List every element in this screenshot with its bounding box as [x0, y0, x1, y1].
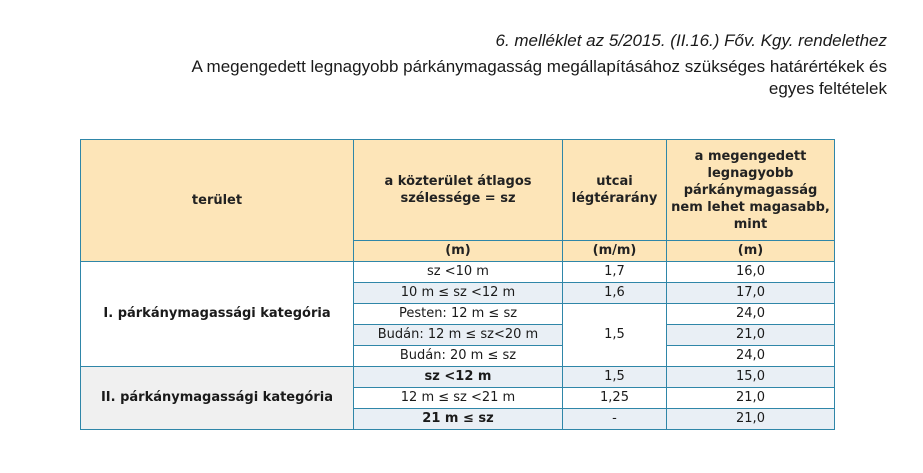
air-ratio-cell: 1,25 — [563, 388, 667, 409]
max-height-cell: 21,0 — [667, 388, 835, 409]
max-height-cell: 16,0 — [667, 262, 835, 283]
street-width-cell: 10 m ≤ sz <12 m — [354, 283, 563, 304]
air-ratio-cell: 1,5 — [563, 304, 667, 367]
max-height-cell: 15,0 — [667, 367, 835, 388]
document-title-line-2: egyes feltételek — [768, 79, 887, 98]
street-width-cell: 12 m ≤ sz <21 m — [354, 388, 563, 409]
column-header-street-width: a közterület átlagos szélessége = sz — [354, 140, 563, 241]
column-header-air-ratio: utcai légtérarány — [563, 140, 667, 241]
document-title-line-1: A megengedett legnagyobb párkánymagasság megállapításához szükséges határértékek és — [191, 57, 887, 76]
column-header-area: terület — [81, 140, 354, 262]
unit-street-width: (m) — [354, 241, 563, 262]
air-ratio-cell: - — [563, 409, 667, 430]
table-row — [81, 262, 835, 283]
height-limits-table — [80, 139, 835, 430]
annex-reference: 6. melléklet az 5/2015. (II.16.) Főv. Kgy. rendelethez — [495, 31, 887, 50]
air-ratio-cell: 1,5 — [563, 367, 667, 388]
max-height-cell: 21,0 — [667, 409, 835, 430]
street-width-cell: sz <10 m — [354, 262, 563, 283]
table-row — [81, 367, 835, 388]
unit-air-ratio: (m/m) — [563, 241, 667, 262]
max-height-cell: 24,0 — [667, 346, 835, 367]
street-width-cell: Pesten: 12 m ≤ sz — [354, 304, 563, 325]
category-2-label: II. párkánymagassági kategória — [81, 367, 354, 430]
max-height-cell: 17,0 — [667, 283, 835, 304]
air-ratio-cell: 1,7 — [563, 262, 667, 283]
street-width-cell: sz <12 m — [354, 367, 563, 388]
column-header-max-height: a megengedett legnagyobb párkánymagasság nem lehet magasabb, mint — [667, 140, 835, 241]
street-width-cell: Budán: 20 m ≤ sz — [354, 346, 563, 367]
max-height-cell: 21,0 — [667, 325, 835, 346]
table-header-row — [81, 140, 835, 241]
unit-max-height: (m) — [667, 241, 835, 262]
category-1-label: I. párkánymagassági kategória — [81, 262, 354, 367]
street-width-cell: 21 m ≤ sz — [354, 409, 563, 430]
street-width-cell: Budán: 12 m ≤ sz<20 m — [354, 325, 563, 346]
max-height-cell: 24,0 — [667, 304, 835, 325]
air-ratio-cell: 1,6 — [563, 283, 667, 304]
document-header — [191, 30, 887, 100]
